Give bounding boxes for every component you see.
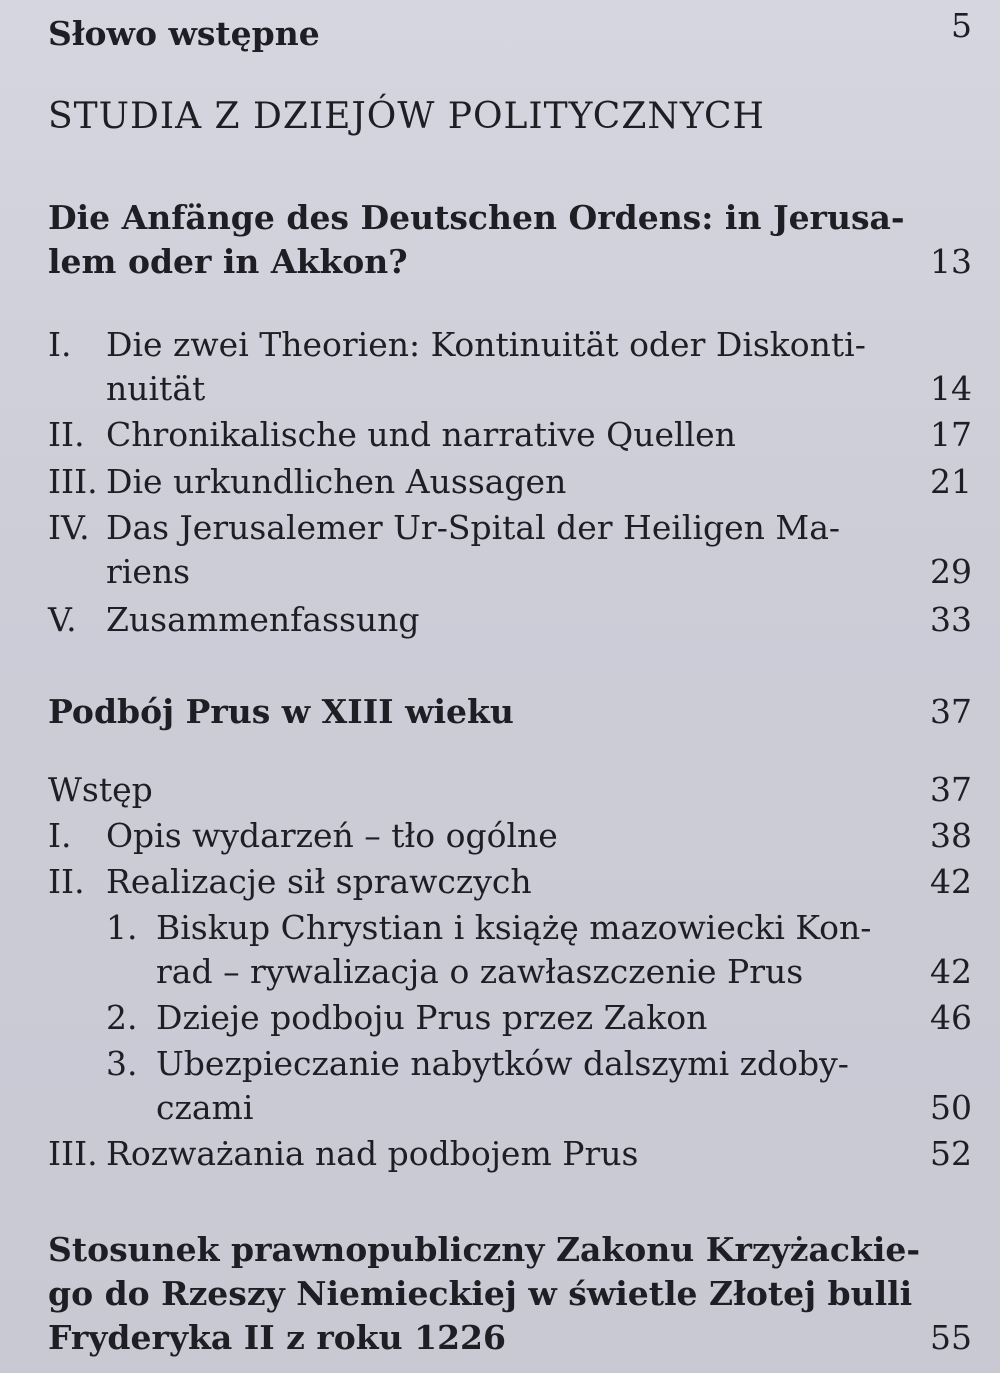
- page-number: 33: [930, 600, 972, 639]
- page-number: 50: [930, 1088, 972, 1127]
- item-title-line: riens: [106, 552, 191, 591]
- item-number: I.: [48, 816, 72, 855]
- item-number: 1.: [106, 908, 138, 947]
- item-number: 3.: [106, 1044, 138, 1083]
- item-number: I.: [48, 325, 72, 364]
- item-number: IV.: [48, 508, 90, 547]
- item-number: V.: [48, 600, 77, 639]
- toc-entry-study-2: [48, 690, 972, 734]
- entry-title: Słowo wstępne: [48, 14, 320, 53]
- item-number: III.: [48, 462, 98, 501]
- page-number: 42: [930, 862, 972, 901]
- item-title-line: Opis wydarzeń – tło ogólne: [106, 816, 558, 855]
- item-number: 2.: [106, 998, 138, 1037]
- toc-subitem: [48, 906, 972, 994]
- page-number: 46: [930, 998, 972, 1037]
- page-number: 55: [930, 1318, 972, 1357]
- page-number: 17: [930, 415, 972, 454]
- toc-entry-study-3: [48, 1228, 972, 1360]
- page-number: 29: [930, 552, 972, 591]
- item-title-line: Biskup Chrystian i książę mazowiecki Kon-: [156, 908, 872, 947]
- item-title-line: Das Jerusalemer Ur-Spital der Heiligen Ma-: [106, 508, 841, 547]
- page-number: 37: [930, 692, 972, 731]
- page-number: 21: [930, 462, 972, 501]
- entry-title-line: Fryderyka II z roku 1226: [48, 1318, 506, 1357]
- item-title-line: Ubezpieczanie nabytków dalszymi zdoby-: [156, 1044, 849, 1083]
- item-title-line: rad – rywalizacja o zawłaszczenie Prus: [156, 952, 804, 991]
- item-number: III.: [48, 1134, 98, 1173]
- page-number: 37: [930, 770, 972, 809]
- page-number: 38: [930, 816, 972, 855]
- page-number: 42: [930, 952, 972, 991]
- item-title-line: Die zwei Theorien: Kontinuität oder Diskonti-: [106, 325, 866, 364]
- item-title: Wstęp: [48, 770, 153, 809]
- page-number: 13: [930, 242, 972, 281]
- entry-title-line: Die Anfänge des Deutschen Ordens: in Jerusa-: [48, 198, 905, 237]
- item-title-line: Dzieje podboju Prus przez Zakon: [156, 998, 708, 1037]
- page-number: 52: [930, 1134, 972, 1173]
- entry-title-line: lem oder in Akkon?: [48, 242, 408, 281]
- toc-subitem: [48, 1042, 972, 1130]
- toc-item: [48, 323, 972, 411]
- entry-title-line: go do Rzeszy Niemieckiej w świetle Złotej bulli: [48, 1274, 913, 1313]
- item-title-line: nuität: [106, 369, 206, 408]
- toc-entry-study-1: [48, 196, 972, 284]
- item-title-line: Zusammenfassung: [106, 600, 420, 639]
- toc-item: [48, 506, 972, 594]
- item-number: II.: [48, 415, 85, 454]
- item-title-line: Realizacje sił sprawczych: [106, 862, 532, 901]
- entry-title: Podbój Prus w XIII wieku: [48, 692, 514, 731]
- entry-title-line: Stosunek prawnopubliczny Zakonu Krzyżackie-: [48, 1230, 921, 1269]
- page-number: 5: [951, 6, 972, 45]
- toc-entry-foreword: [48, 6, 972, 56]
- item-number: II.: [48, 862, 85, 901]
- toc-item-intro: [48, 768, 972, 812]
- item-title-line: Chronikalische und narrative Quellen: [106, 415, 736, 454]
- page-number: 14: [930, 369, 972, 408]
- section-heading: STUDIA Z DZIEJÓW POLITYCZNYCH: [48, 96, 765, 137]
- item-title-line: Die urkundlichen Aussagen: [106, 462, 567, 501]
- item-title-line: Rozważania nad podbojem Prus: [106, 1134, 639, 1173]
- item-title-line: czami: [156, 1088, 254, 1127]
